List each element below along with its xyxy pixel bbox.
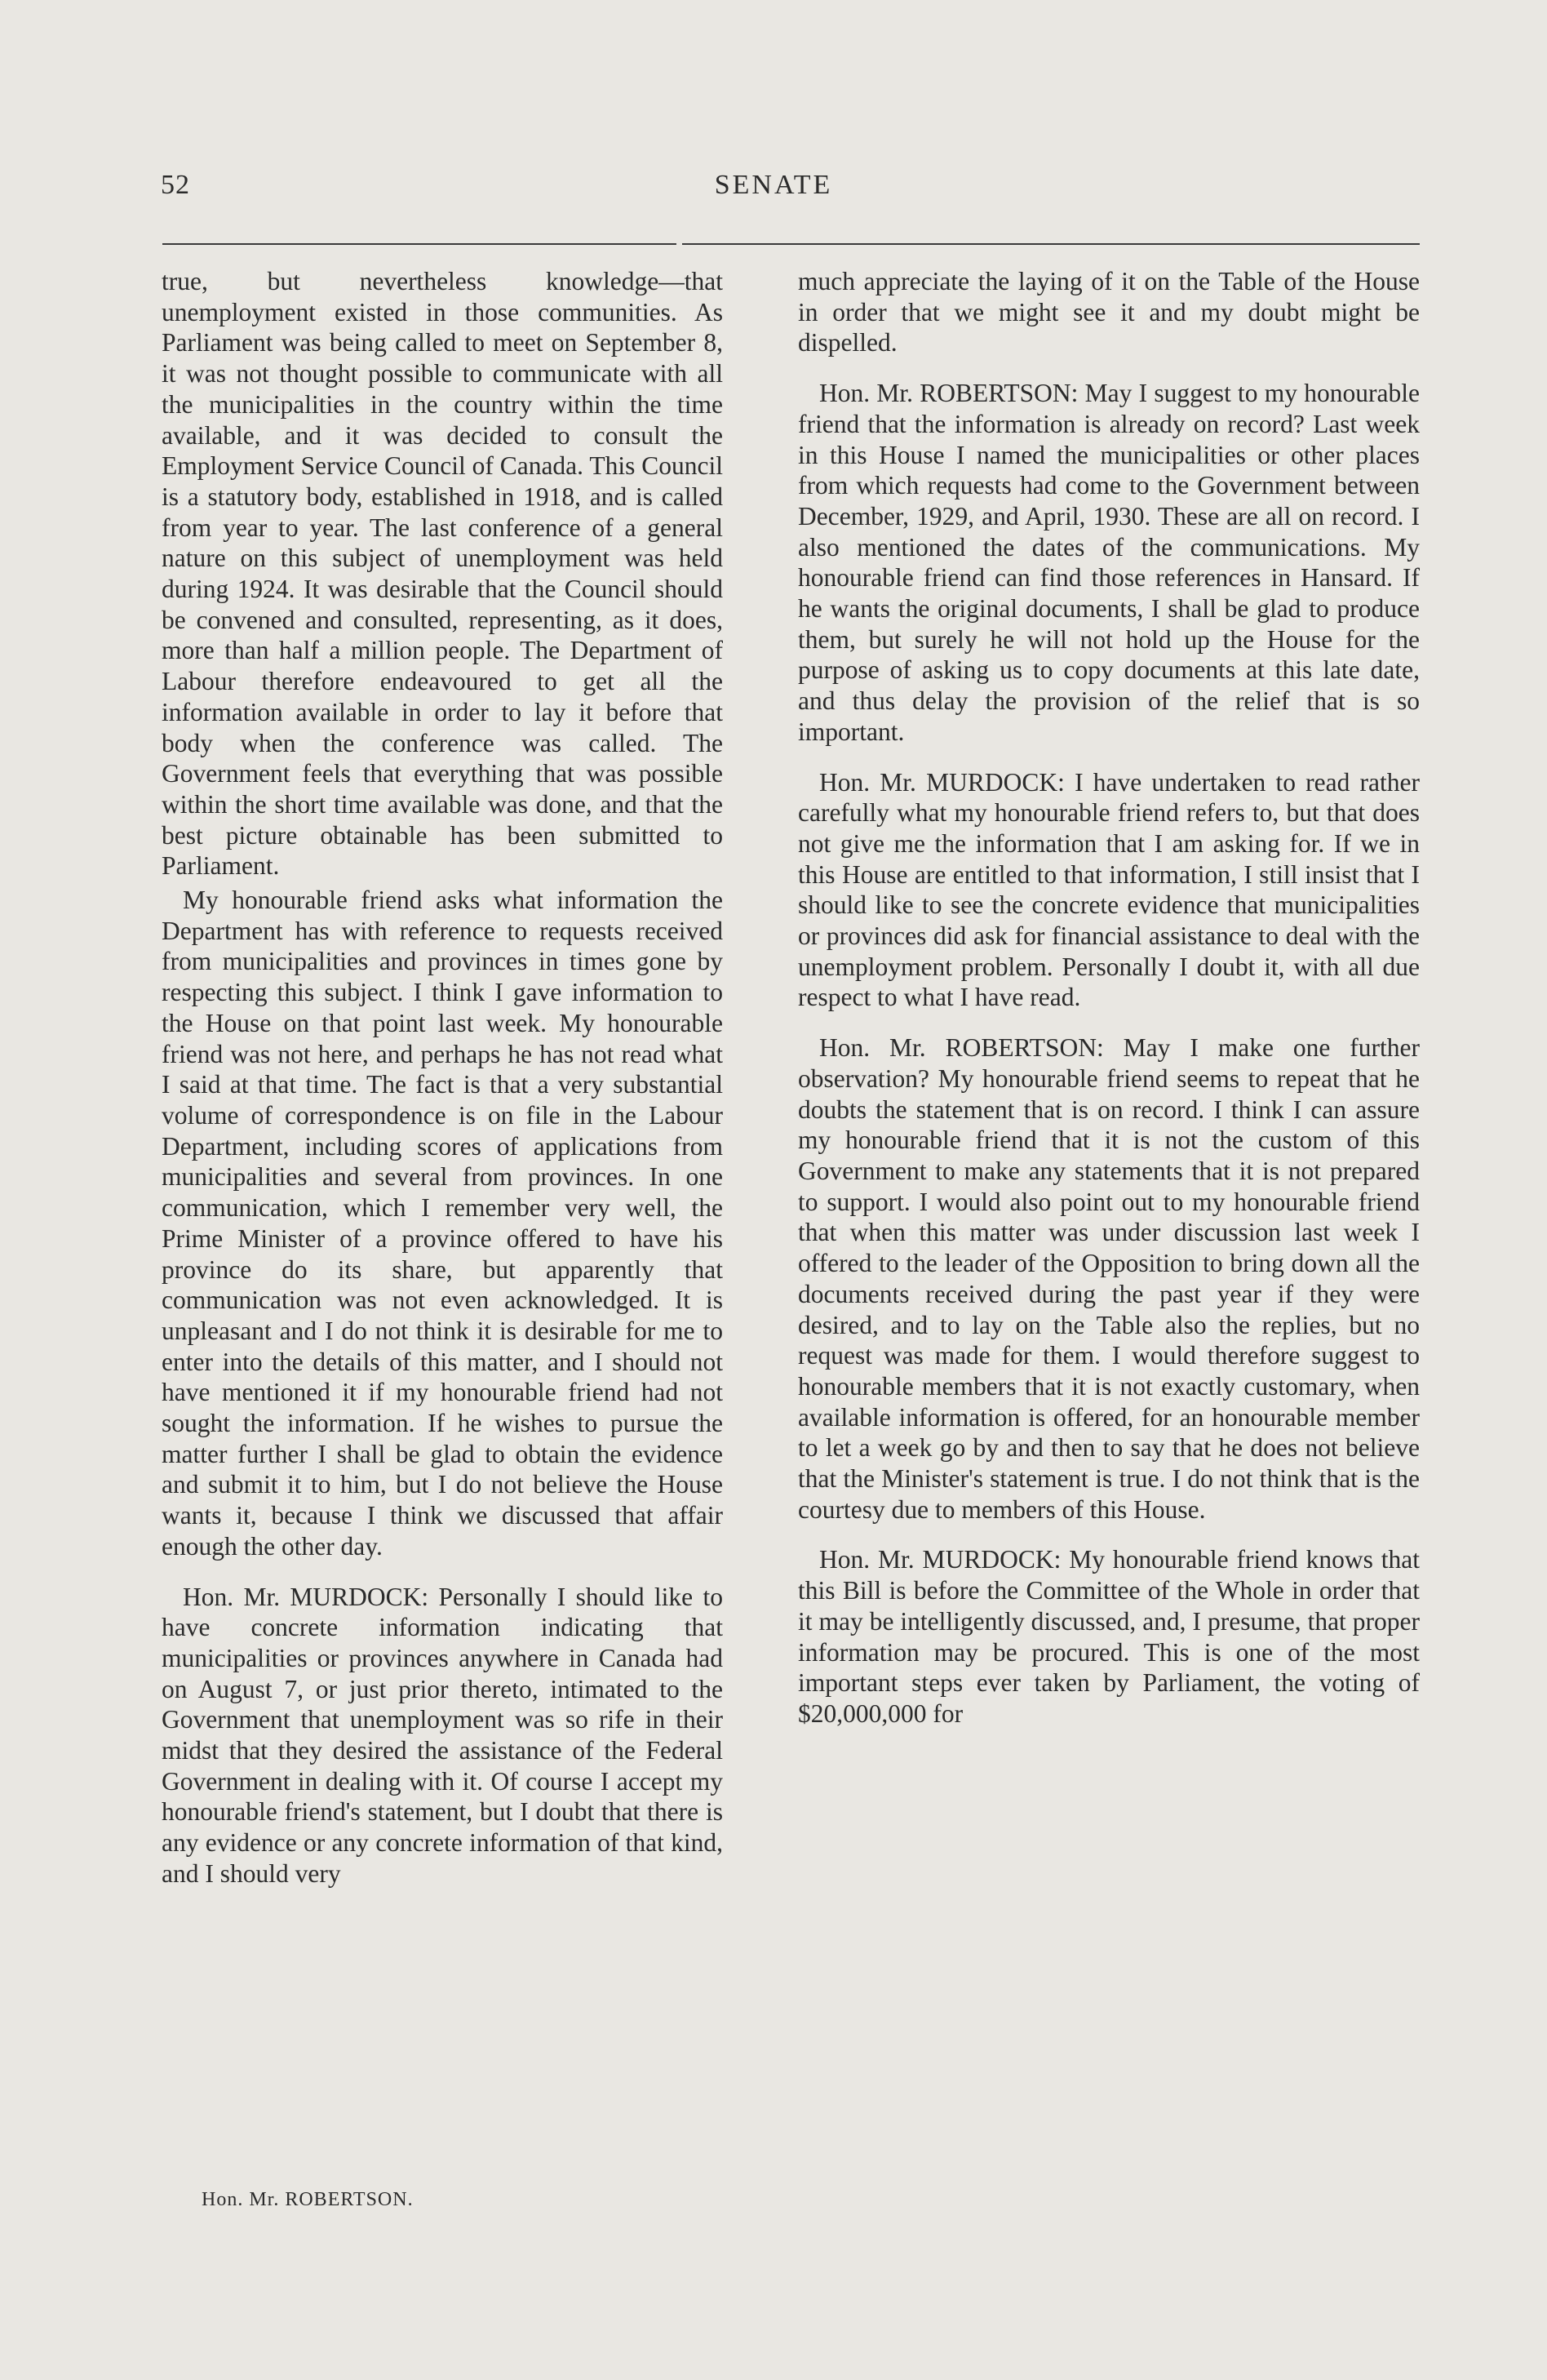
paragraph: Hon. Mr. ROBERTSON: May I make one further observation? My honourable friend seems to repeat that he doubts the statement that is on record. I think I can assure my honourable friend that it is not the custom of this Government to make any statements that it is not prepared to support. I would also point out to my honourable friend that when this matter was under discussion last week I offered to the leader of the Opposition to bring down all the documents received during the past year if they were desired, and to lay on the Table also the replies, but no request was made for them. I would therefore suggest to honourable members that it is not exactly customary, when available information is offered, for an honourable member to let a week go by and then to say that he does not believe that the Minister's statement is true. I do not think that is the courtesy due to members of this House. (798, 1033, 1420, 1524)
paragraph: My honourable friend asks what information the Department has with reference to requests received from municipalities and provinces in times gone by respecting this subject. I think I gave information to the House on that point last week. My honourable friend was not here, and perhaps he has not read what I said at that time. The fact is that a very substantial volume of correspondence is on file in the Labour Department, including scores of applications from municipalities and several from provinces. In one communication, which I remember very well, the Prime Minister of a province offered to have his province do its share, but apparently that communication was not even acknowledged. It is unpleasant and I do not think it is desirable for me to enter into the details of this matter, and I should not have mentioned it if my honourable friend had not sought the information. If he wishes to pursue the matter further I shall be glad to obtain the evidence and submit it to him, but I do not believe the House wants it, because I think we discussed that affair enough the other day. (162, 886, 723, 1561)
page-number: 52 (161, 170, 190, 200)
paragraph: Hon. Mr. MURDOCK: I have undertaken to read rather carefully what my honourable friend refers to, but that does not give me the information that I am asking for. If we in this House are entitled to that information, I still insist that I should like to see the concrete evidence that municipalities or provinces did ask for financial assistance to deal with the unemployment problem. Personally I doubt it, with all due respect to what I have read. (798, 767, 1420, 1012)
header-rule-left (162, 243, 676, 245)
paragraph: Hon. Mr. ROBERTSON: May I suggest to my honourable friend that the information is already on record? Last week in this House I named the municipalities or other places from which requests had come to the Government between December, 1929, and April, 1930. These are all on record. I also mentioned the dates of the communications. My honourable friend can find those references in Hansard. If he wants the original documents, I shall be glad to produce them, but surely he will not hold up the House for the purpose of asking us to copy documents at this late date, and thus delay the provision of the relief that is so important. (798, 379, 1420, 746)
paragraph: Hon. Mr. MURDOCK: Personally I should like to have concrete information indicating that municipalities or provinces anywhere in Canada had on August 7, or just prior thereto, intimated to the Government that unemployment was so rife in their midst that they desired the assistance of the Federal Government in dealing with it. Of course I accept my honourable friend's statement, but I doubt that there is any evidence or any concrete information of that kind, and I should very (162, 1582, 723, 1888)
right-column (798, 266, 1420, 1729)
left-column (162, 266, 723, 1889)
speaker-footnote: Hon. Mr. ROBERTSON. (202, 2189, 414, 2210)
running-head: SENATE (714, 170, 833, 200)
header-rule-right (682, 243, 1420, 245)
paragraph: true, but nevertheless knowledge—that unemployment existed in those communities. As Parliament was being called to meet on September 8, it was not thought possible to communicate with all the municipalities in the country within the time available, and it was decided to consult the Employment Service Council of Canada. This Council is a statutory body, established in 1918, and is called from year to year. The last conference of a general nature on this subject of unemployment was held during 1924. It was desirable that the Council should be convened and consulted, representing, as it does, more than half a million people. The Department of Labour therefore endeavoured to get all the information available in order to lay it before that body when the conference was called. The Government feels that everything that was possible within the short time available was done, and that the best picture obtainable has been submitted to Parliament. (162, 267, 723, 881)
paragraph: much appreciate the laying of it on the Table of the House in order that we might see it and my doubt might be dispelled. (798, 267, 1420, 357)
paragraph: Hon. Mr. MURDOCK: My honourable friend knows that this Bill is before the Committee of the Whole in order that it may be intelligently discussed, and, I presume, that proper information may be procured. This is one of the most important steps ever taken by Parliament, the voting of $20,000,000 for (798, 1545, 1420, 1728)
